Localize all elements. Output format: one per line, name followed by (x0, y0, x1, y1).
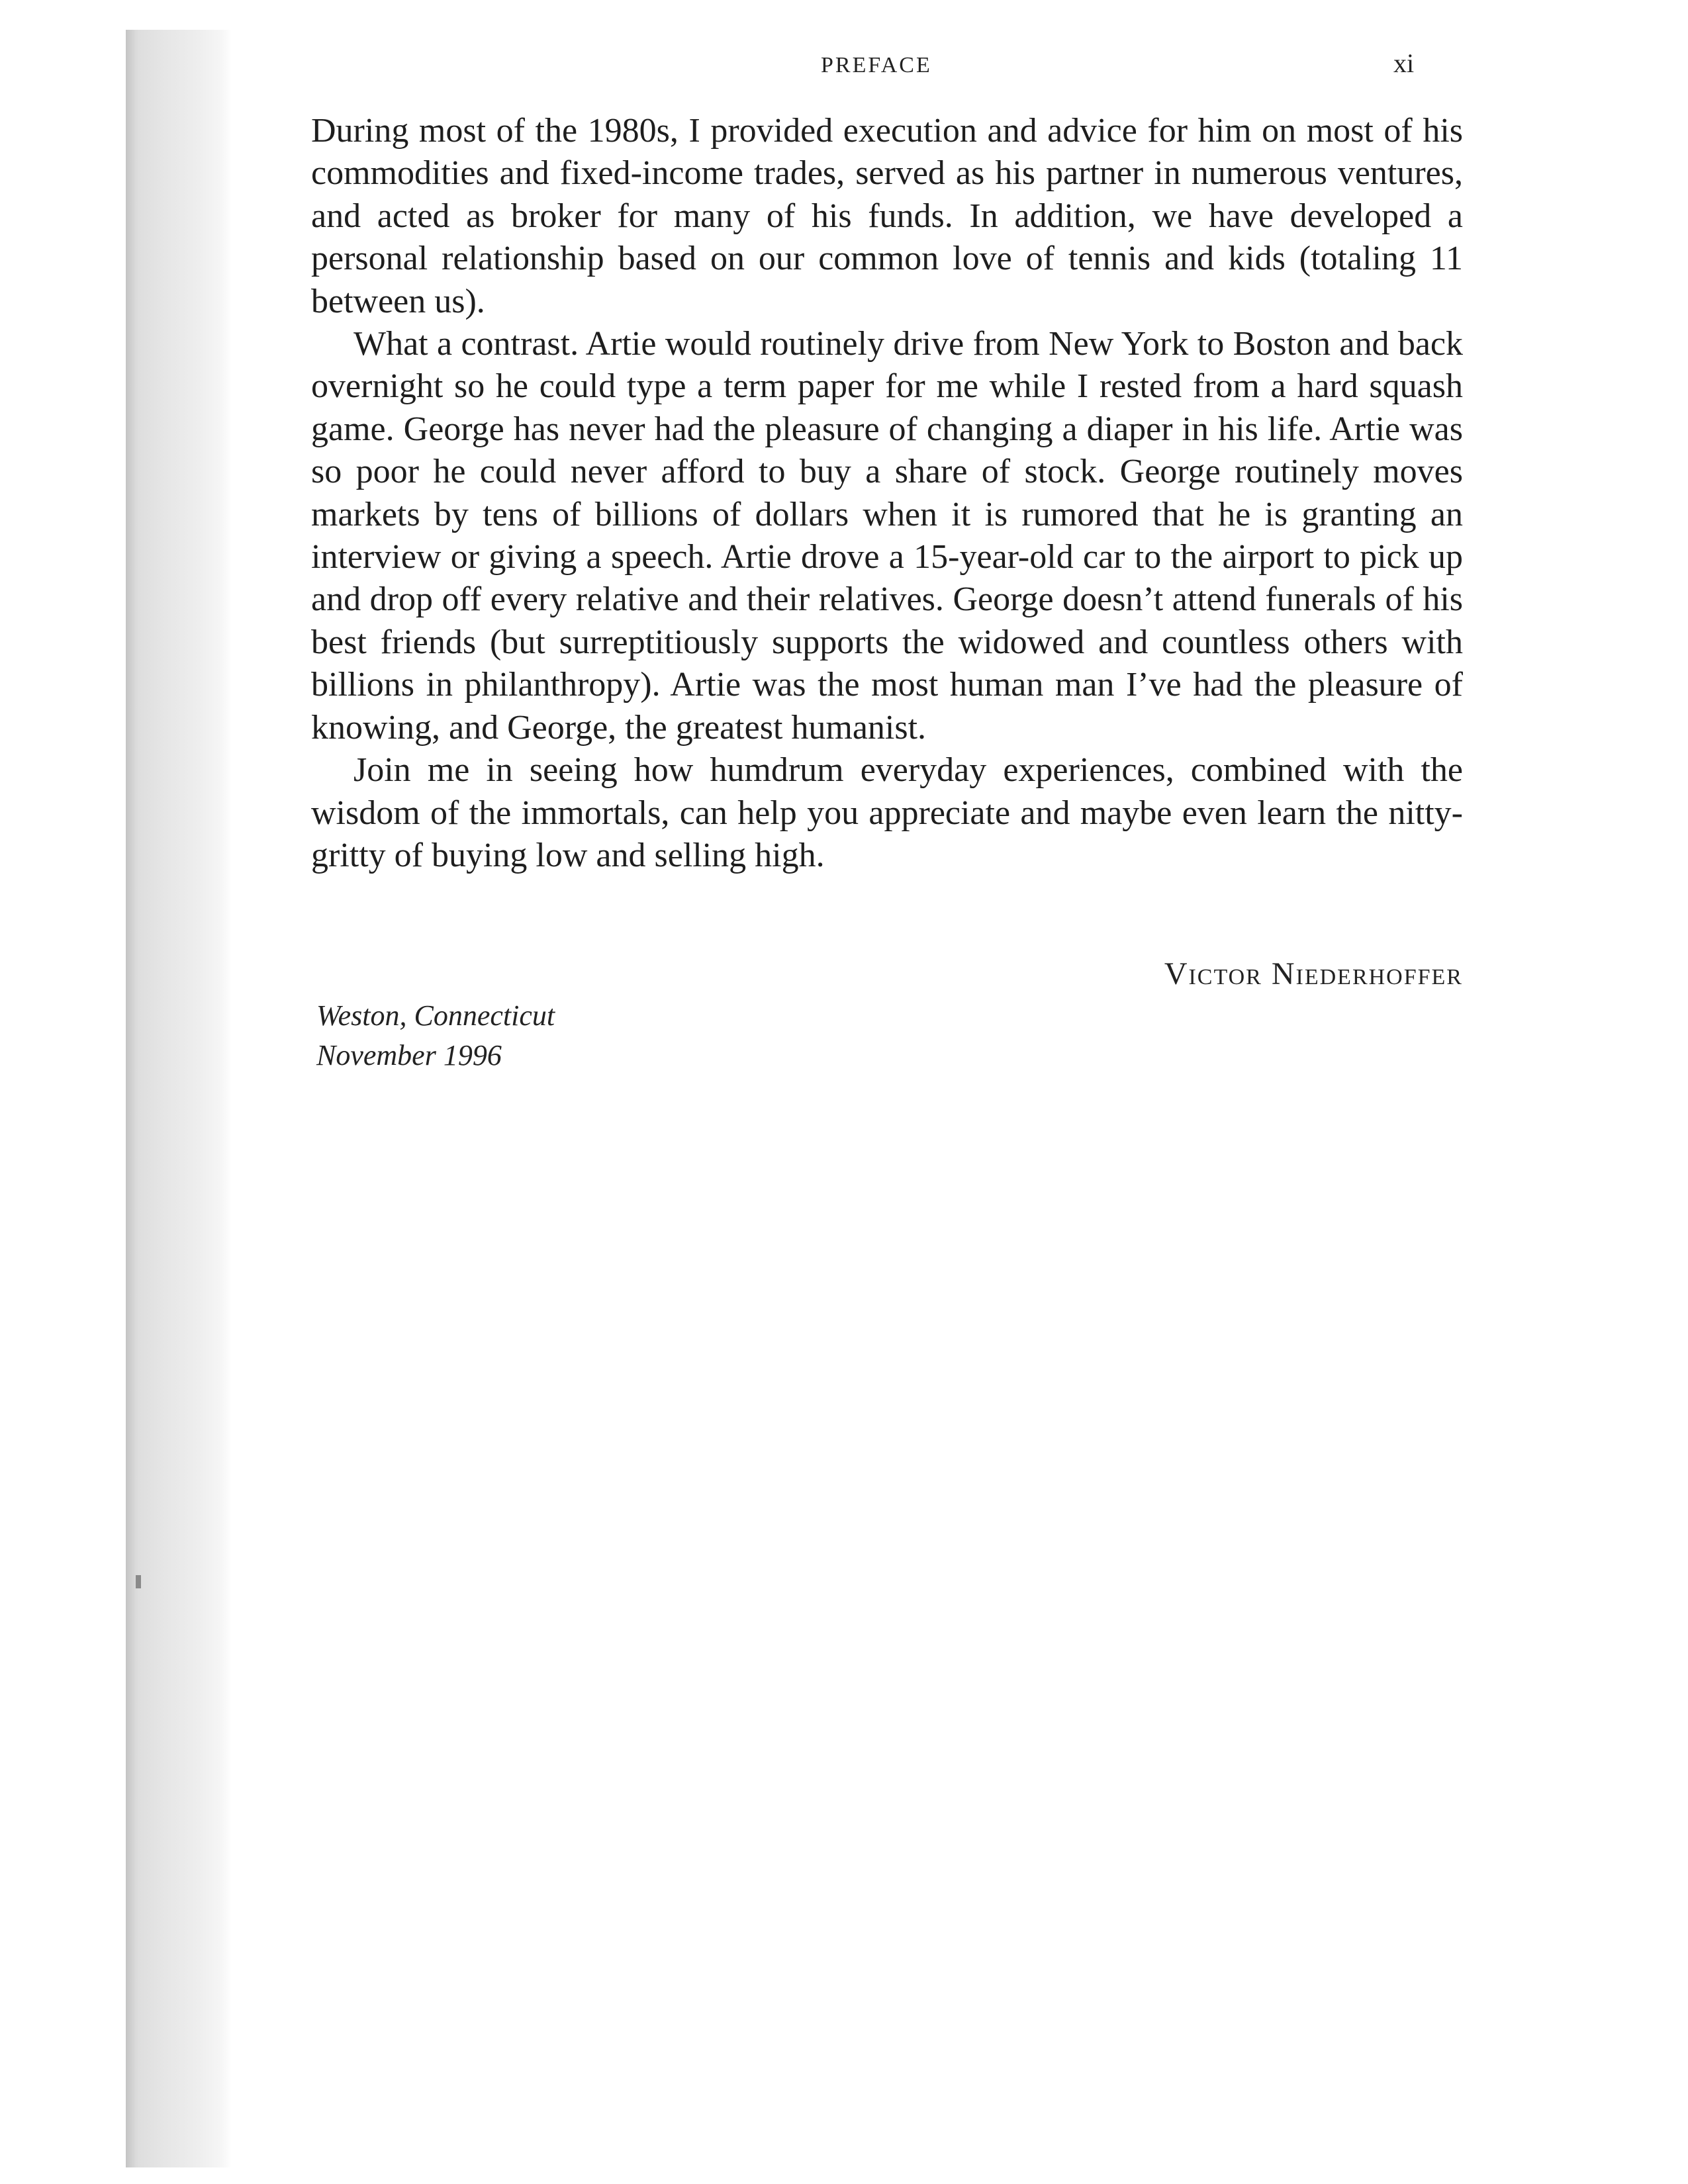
running-head: PREFACE (821, 53, 932, 77)
binding-gutter-edge (126, 30, 135, 2167)
author-signature: Victor Niederhoffer (1164, 956, 1463, 991)
place: Weston, Connecticut (316, 999, 555, 1032)
body-text (311, 110, 1463, 877)
place-and-date (316, 996, 555, 1075)
paragraph-3: Join me in seeing how humdrum everyday experiences, combined with the wisdom of the immortals, can help you appreciate and maybe even learn the nitty-gritty of buying low and selling high. (311, 751, 1463, 874)
page-number: xi (1393, 48, 1415, 78)
binding-gutter-shadow (126, 30, 232, 2167)
scan-artifact-mark (136, 1575, 141, 1588)
paragraph-2: What a contrast. Artie would routinely drive from New York to Boston and back overnight so he could type a term paper for me while I rested from a hard squash game. George has never had the pleasure of changing a diaper in his life. Artie was so poor he could never afford to buy a share of stock. George routinely moves markets by tens of billions of dollars when it is rumored that he is granting an interview or giving a speech. Artie drove a 15-year-old car to the airport to pick up and drop off every relative and their relatives. George doesn’t attend funerals of his best friends (but surreptitiously supports the widowed and countless others with billions in philanthropy). Artie was the most human man I’ve had the pleasure of knowing, and George, the greatest humanist. (311, 325, 1463, 747)
paragraph-1: During most of the 1980s, I provided execution and advice for him on most of his commodities and fixed-income trades, served as his partner in numerous ventures, and acted as broker for many of his funds. In addition, we have developed a personal relationship based on our common love of tennis and kids (totaling 11 between us). (311, 112, 1463, 320)
date: November 1996 (316, 1039, 502, 1071)
